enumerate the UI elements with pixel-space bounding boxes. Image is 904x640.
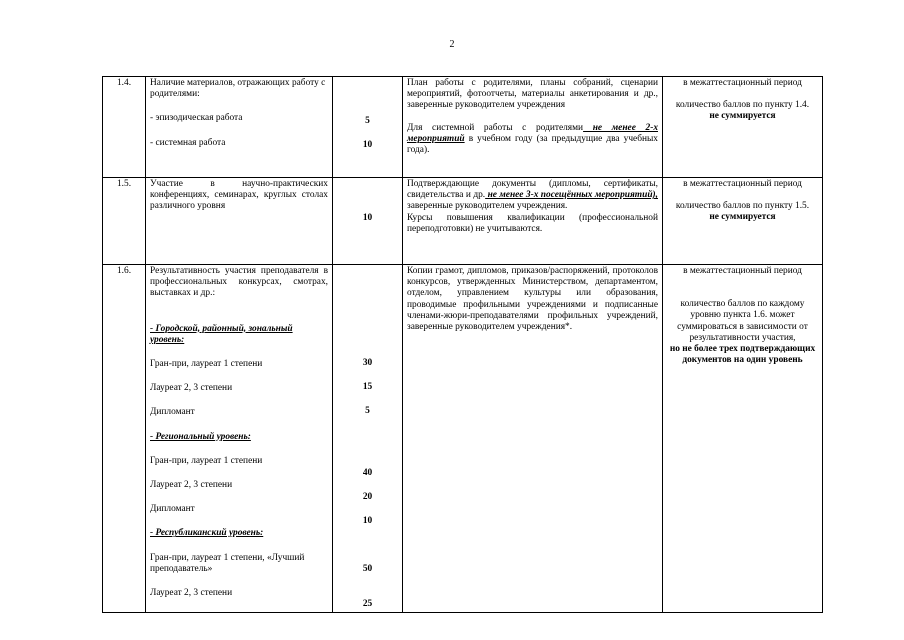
documents-text: План работы с родителями, планы собраний, сценарии мероприятий, фотоотчеты, материалы анкетирования и др., заверенные руководителем учреждения — [407, 78, 658, 111]
row-number: 1.4. — [103, 77, 146, 178]
points-cell — [333, 178, 403, 265]
note-cell — [663, 77, 823, 178]
documents-text — [407, 123, 658, 157]
level-title: - Городской, районный, зональный уровень: — [150, 323, 293, 345]
criterion-item: Гран-при, лауреат 1 степени — [150, 455, 263, 466]
note-text: количество баллов по пункту 1.4. — [675, 100, 810, 111]
criterion-cell — [146, 77, 333, 178]
documents-cell — [403, 178, 663, 265]
points-cell — [333, 77, 403, 178]
documents-text: Курсы повышения квалификации (профессиональной переподготовки) не учитываются. — [407, 212, 658, 234]
note-cell — [663, 265, 823, 613]
points-cell — [333, 265, 403, 613]
documents-emphasis: не менее 3-х посещённых мероприятий), — [485, 190, 658, 201]
criterion-cell — [146, 178, 333, 265]
criterion-title: Участие в научно-практических конференциях, семинарах, круглых столах различного уровня — [150, 179, 328, 212]
criterion-cell — [146, 265, 333, 613]
note-emphasis: не суммируется — [709, 212, 776, 223]
criterion-title: Результативность участия преподавателя в профессиональных конкурсах, смотрах, выставках и др.: — [150, 266, 328, 299]
note-period: в межаттестационный период — [683, 78, 802, 88]
criterion-title: Наличие материалов, отражающих работу с родителями: — [150, 78, 326, 100]
level-title: - Региональный уровень: — [150, 431, 251, 442]
points-value: 10 — [362, 213, 373, 223]
points-value: 5 — [365, 406, 370, 417]
criterion-item: - эпизодическая работа — [150, 113, 243, 124]
documents-text: Копии грамот, дипломов, приказов/распоряжений, протоколов конкурсов, утвержденных Министерством, департаментом, отделом, управлением культуры или образования, проводимые профильными учреждениями и подписанные членами-жюри-преподавателями профильных учреждений, заверенные руководителем учреждения*. — [407, 266, 658, 333]
points-value: 20 — [362, 491, 373, 502]
documents-cell — [403, 265, 663, 613]
note-emphasis: но не более трех подтверждающих документов на один уровень — [669, 344, 816, 366]
table-row — [103, 265, 823, 613]
documents-fragment: Для системной работы с родителями — [407, 122, 584, 133]
points-value: 30 — [362, 358, 373, 368]
table-row — [103, 178, 823, 265]
documents-emphasis: не менее 2-х мероприятий — [407, 122, 658, 144]
criteria-table — [102, 76, 823, 613]
documents-fragment: заверенные руководителем учреждения. — [407, 201, 568, 212]
points-value: 10 — [362, 140, 373, 151]
note-period: в межаттестационный период — [683, 266, 802, 276]
note-emphasis: не суммируется — [709, 111, 776, 122]
points-value: 50 — [362, 564, 373, 575]
criterion-item: Лауреат 2, 3 степени — [150, 480, 233, 491]
criterion-item: Лауреат 2, 3 степени — [150, 383, 233, 394]
row-number: 1.6. — [103, 265, 146, 613]
criterion-item: Дипломант — [150, 504, 195, 515]
points-value: 10 — [362, 516, 373, 527]
points-value: 5 — [365, 116, 370, 126]
level-title: - Республиканский уровень: — [150, 528, 264, 539]
note-cell — [663, 178, 823, 265]
points-value: 15 — [362, 382, 373, 393]
criterion-item: Дипломант — [150, 407, 195, 418]
page-number: 2 — [449, 39, 455, 50]
table-row — [103, 77, 823, 178]
row-number: 1.5. — [103, 178, 146, 265]
note-text: количество баллов по пункту 1.5. — [675, 201, 810, 212]
criterion-item: - системная работа — [150, 137, 226, 148]
documents-fragment: в учебном году (за предыдущие два учебных года). — [407, 133, 658, 156]
criterion-item: Гран-при, лауреат 1 степени — [150, 359, 263, 370]
documents-text — [407, 179, 658, 213]
documents-fragment: Подтверждающие документы (дипломы, сертификаты, свидетельства и др. — [407, 179, 658, 201]
points-value: 40 — [362, 467, 373, 478]
note-text: количество баллов по каждому уровню пункта 1.6. может суммироваться в зависимости от результативности участия, — [677, 299, 808, 343]
criterion-item: Гран-при, лауреат 1 степени, «Лучший преподаватель» — [150, 552, 305, 574]
points-value: 25 — [362, 599, 373, 610]
criterion-item: Лауреат 2, 3 степени — [150, 588, 233, 599]
documents-cell — [403, 77, 663, 178]
note-period: в межаттестационный период — [683, 179, 802, 189]
